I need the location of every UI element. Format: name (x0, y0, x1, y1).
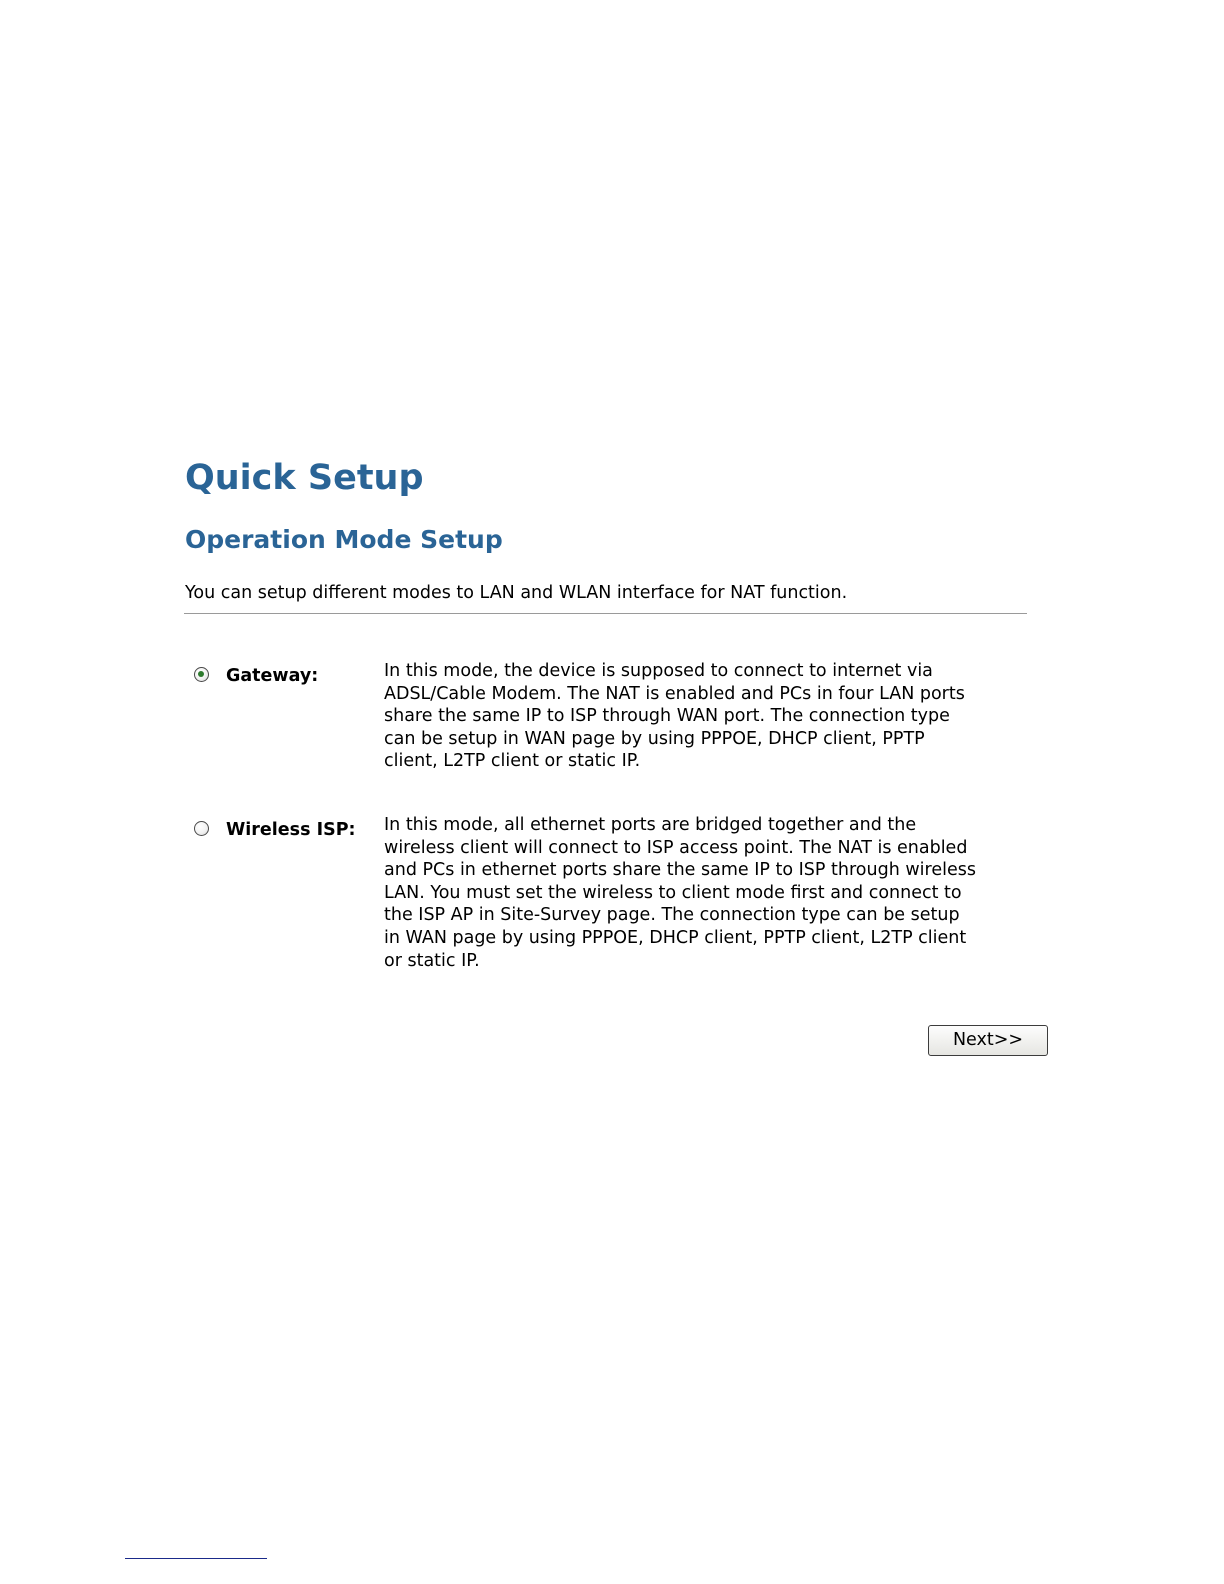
wireless-isp-description-line: LAN. You must set the wireless to client mode first and connect to (384, 882, 962, 903)
gateway-description-line: client, L2TP client or static IP. (384, 751, 641, 772)
gateway-label[interactable]: Gateway: (226, 666, 319, 686)
wireless-isp-description-line: in WAN page by using PPPOE, DHCP client, PPTP client, L2TP client (384, 927, 967, 948)
gateway-description-line: ADSL/Cable Modem. The NAT is enabled and PCs in four LAN ports (384, 683, 965, 704)
next-button[interactable]: Next>> (928, 1025, 1048, 1056)
wireless-isp-description (384, 814, 976, 972)
wireless-isp-label[interactable]: Wireless ISP: (226, 820, 356, 840)
wireless-isp-description-line: or static IP. (384, 950, 480, 971)
wireless-isp-radio[interactable] (194, 821, 209, 836)
footnote-rule (125, 1558, 267, 1559)
section-title: Operation Mode Setup (185, 525, 503, 554)
wireless-isp-description-line: wireless client will connect to ISP access point. The NAT is enabled (384, 837, 968, 858)
gateway-description-line: In this mode, the device is supposed to connect to internet via (384, 661, 933, 681)
gateway-description-line: share the same IP to ISP through WAN port. The connection type (384, 706, 950, 727)
page-title: Quick Setup (185, 458, 424, 498)
gateway-radio[interactable] (194, 667, 209, 682)
header-divider (184, 613, 1027, 614)
gateway-description-line: can be setup in WAN page by using PPPOE, DHCP client, PPTP (384, 728, 925, 749)
intro-text: You can setup different modes to LAN and WLAN interface for NAT function. (185, 583, 848, 603)
wireless-isp-description-line: the ISP AP in Site-Survey page. The connection type can be setup (384, 905, 960, 926)
wireless-isp-description-line: and PCs in ethernet ports share the same IP to ISP through wireless (384, 860, 976, 881)
wireless-isp-description-line: In this mode, all ethernet ports are bridged together and the (384, 815, 917, 835)
gateway-description (384, 660, 965, 773)
